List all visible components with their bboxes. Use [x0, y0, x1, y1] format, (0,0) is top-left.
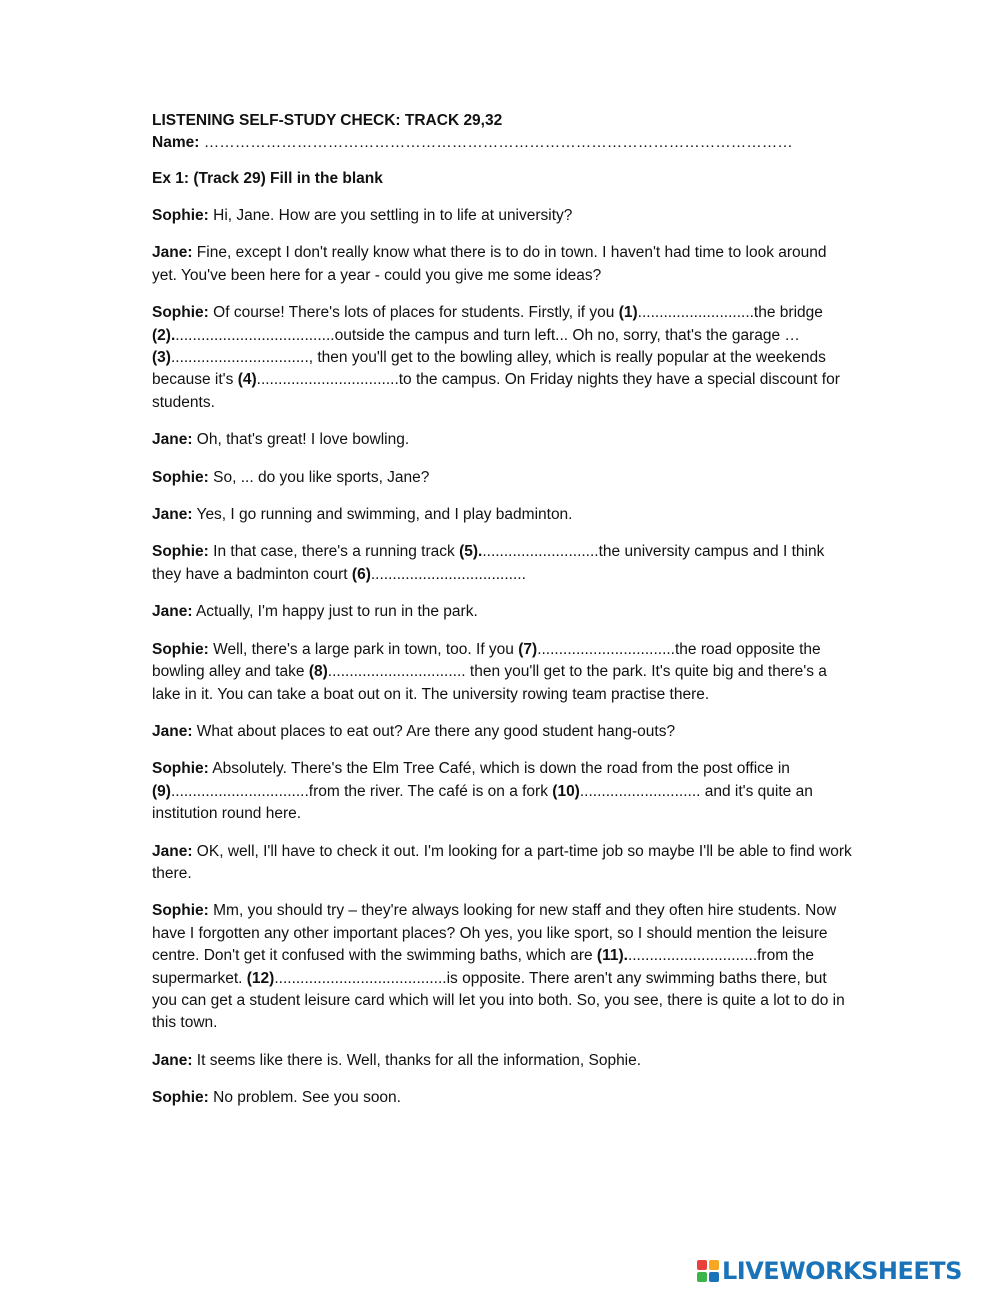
- dialogue-text: Of course! There's lots of places for students. Firstly, if you: [208, 304, 619, 322]
- logo-text: LIVEWORKSHEETS: [722, 1257, 962, 1285]
- speaker-name: Jane:: [152, 431, 193, 449]
- dialogue-text: Yes, I go running and swimming, and I play badminton.: [192, 506, 573, 524]
- dialogue-text: Absolutely. There's the Elm Tree Café, which is down the road from the post office in: [208, 760, 790, 778]
- dialogue-text: ...........................the bridge: [637, 304, 823, 322]
- dialogue-text: ...........................the university campus and I think they have a badminton court: [152, 543, 825, 583]
- dialogue-line: [152, 721, 852, 743]
- dialogue-text: Fine, except I don't really know what there is to do in town. I haven't had time to look around yet. You've been here for a year - could you give me some ideas?: [152, 244, 827, 284]
- blank-number: (12): [246, 969, 275, 987]
- dialogue-line: [152, 601, 852, 623]
- blank-number: (8): [308, 663, 328, 681]
- dialogue-line: [152, 242, 852, 287]
- dialogue-text: Mm, you should try – they're always looking for new staff and they often hire students. Now have I forgotten any other important places? Oh yes, you like sport, so I should mention the leisure centre. Don't get it confused with the swimming baths, which are: [152, 902, 837, 965]
- name-label: Name:: [152, 134, 200, 151]
- speaker-name: Jane:: [152, 722, 193, 740]
- blank-number: (4): [237, 371, 257, 389]
- exercise-heading: Ex 1: (Track 29) Fill in the blank: [152, 170, 383, 187]
- blank-number: (6): [351, 565, 371, 583]
- speaker-name: Sophie:: [152, 902, 209, 920]
- dialogue-line: [152, 639, 852, 706]
- dialogue-text: Hi, Jane. How are you settling in to life at university?: [208, 207, 573, 224]
- dialogue-line: [152, 467, 852, 489]
- dialogue-text: OK, well, I'll have to check it out. I'm looking for a part-time job so maybe I'll be able to find work there.: [152, 842, 852, 882]
- dialogue-line: [152, 541, 852, 586]
- dialogue-text: What about places to eat out? Are there any good student hang-outs?: [192, 722, 676, 740]
- dialogue-text: .....................................outside the campus and turn left... Oh no, sorry, that's the garage …: [175, 326, 800, 344]
- dialogue-text: ................................from the river. The café is on a fork: [170, 782, 553, 800]
- dialogue-line: [152, 1050, 852, 1072]
- speaker-name: Sophie:: [152, 1089, 209, 1107]
- dialogue-text: In that case, there's a running track: [208, 543, 460, 561]
- blank-number: (9): [152, 782, 171, 800]
- dialogue-text: ....................................: [370, 565, 526, 583]
- dialogue-text: Actually, I'm happy just to run in the park.: [192, 603, 478, 621]
- worksheet-page: [152, 110, 852, 1125]
- speaker-name: Jane:: [152, 842, 193, 860]
- speaker-name: Sophie:: [152, 760, 209, 778]
- dialogue-text: ................................the road opposite the bowling alley and take: [152, 640, 821, 681]
- dialogue-line: [152, 758, 852, 825]
- blank-number: (11).: [596, 947, 628, 965]
- dialogue-text: No problem. See you soon.: [208, 1089, 401, 1107]
- speaker-name: Jane:: [152, 1051, 193, 1069]
- blank-number: (10): [552, 782, 580, 800]
- dialogue-text: ............................ and it's quite an institution round here.: [152, 782, 813, 823]
- blank-number: (7): [518, 640, 538, 658]
- name-line: [152, 132, 852, 154]
- speaker-name: Sophie:: [152, 304, 209, 322]
- dialogue-line: [152, 1087, 852, 1109]
- dialogue: [152, 205, 852, 1110]
- blank-number: (5).: [459, 543, 483, 561]
- dialogue-text: ................................ then you'll get to the park. It's quite big and there's a lake in it. You can take a boat out on it. The university rowing team practise there.: [152, 663, 827, 703]
- dialogue-text: Well, there's a large park in town, too. If you: [208, 640, 519, 658]
- dialogue-line: [152, 205, 852, 227]
- dialogue-line: [152, 302, 852, 414]
- blank-number: (3): [152, 349, 171, 367]
- dialogue-text: .................................to the campus. On Friday nights they have a special discount for students.: [152, 371, 840, 411]
- dialogue-text: ........................................is opposite. There aren't any swimming baths there, but you can get a student leisure card which will let you into both. So, you see, there is quite a lot to do in this town.: [152, 969, 845, 1032]
- dialogue-line: [152, 841, 852, 886]
- name-dots: ……………………………………………………………………………………………………: [203, 134, 793, 151]
- dialogue-text: ..............................from the supermarket.: [152, 947, 814, 987]
- dialogue-text: Oh, that's great! I love bowling.: [192, 431, 410, 449]
- worksheet-title: LISTENING SELF-STUDY CHECK: TRACK 29,32: [152, 112, 503, 129]
- dialogue-line: [152, 429, 852, 451]
- speaker-name: Jane:: [152, 244, 193, 262]
- dialogue-line: [152, 504, 852, 526]
- speaker-name: Sophie:: [152, 640, 209, 658]
- speaker-name: Sophie:: [152, 207, 209, 224]
- speaker-name: Jane:: [152, 603, 193, 621]
- blank-number: (1): [618, 304, 638, 322]
- dialogue-text: ................................, then you'll get to the bowling alley, which is really popular at the weekends because it's: [152, 349, 826, 389]
- liveworksheets-logo-icon: [697, 1260, 719, 1282]
- dialogue-line: [152, 900, 852, 1034]
- speaker-name: Sophie:: [152, 468, 209, 486]
- speaker-name: Jane:: [152, 506, 193, 524]
- liveworksheets-logo: [697, 1257, 962, 1285]
- blank-number: (2).: [152, 326, 176, 344]
- speaker-name: Sophie:: [152, 543, 209, 561]
- dialogue-text: So, ... do you like sports, Jane?: [208, 468, 430, 486]
- dialogue-text: It seems like there is. Well, thanks for all the information, Sophie.: [192, 1051, 642, 1069]
